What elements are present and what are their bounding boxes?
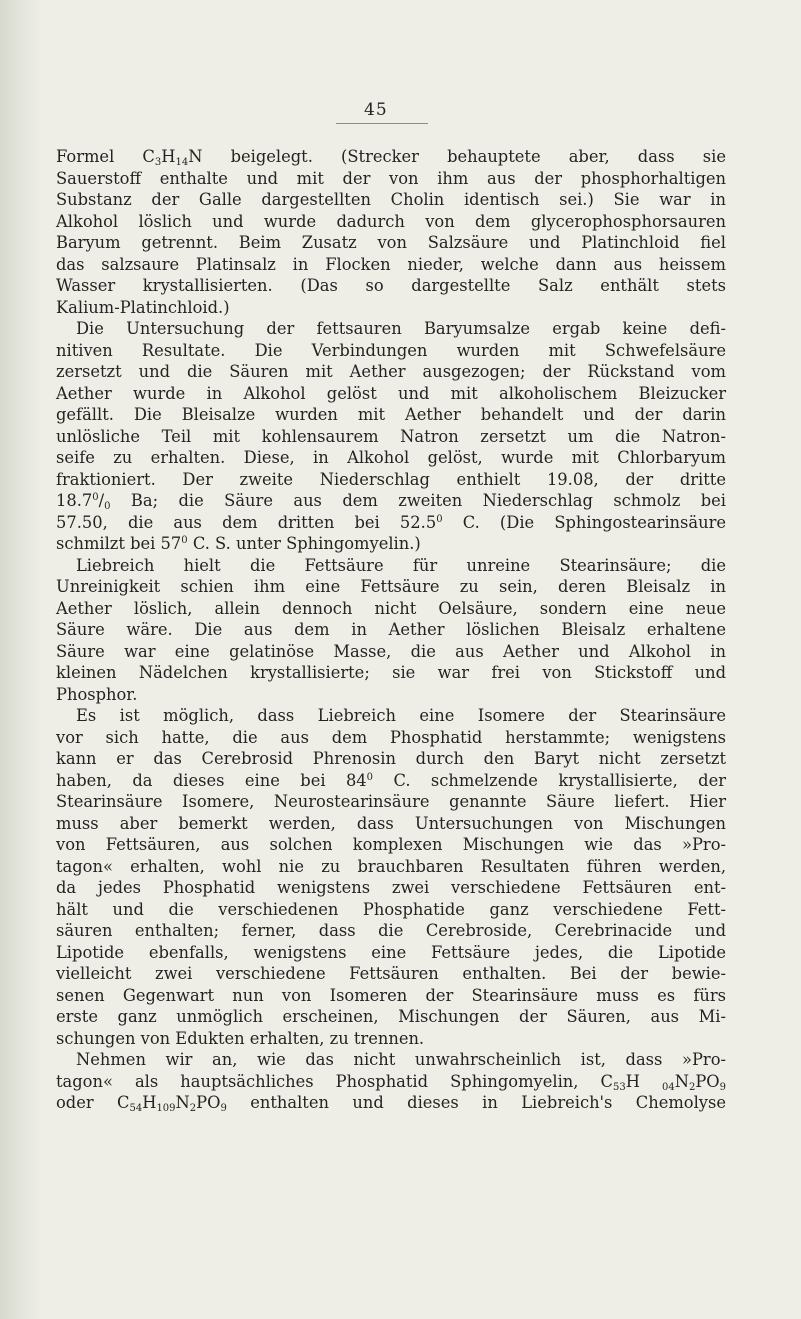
body-text (56, 146, 726, 1114)
text-line: tagon« erhalten, wohl nie zu brauchbaren Resultaten führen werden, (56, 856, 726, 876)
text-line: Wasser krystallisierten. (Das so dargestellte Salz enthält stets (56, 276, 726, 295)
text-line: senen Gegenwart nun von Isomeren der Stearinsäure muss es fürs (56, 985, 726, 1005)
text-line: vor sich hatte, die aus dem Phosphatid herstammte; wenigstens (56, 727, 726, 747)
text-line: da jedes Phosphatid wenigstens zwei verschiedene Fettsäuren ent- (56, 878, 726, 897)
text-line: Es ist möglich, dass Liebreich eine Isomere der Stearinsäure (76, 706, 726, 725)
text-line: muss aber bemerkt werden, dass Untersuchungen von Mischungen (56, 813, 726, 833)
text-line: Kalium-Platinchloid.) (56, 297, 230, 317)
text-line: Sauerstoff enthalte und mit der von ihm aus der phosphorhaltigen (56, 168, 726, 188)
text-line: Säure war eine gelatinöse Masse, die aus Aether und Alkohol in (56, 641, 726, 661)
text-line: unlösliche Teil mit kohlensaurem Natron zersetzt um die Natron- (56, 426, 726, 446)
text-line: Stearinsäure Isomere, Neurostearinsäure genannte Säure liefert. Hier (56, 792, 726, 811)
text-line: Baryum getrennt. Beim Zusatz von Salzsäure und Platinchloid fiel (56, 233, 726, 252)
text-line: Phosphor. (56, 684, 138, 704)
text-line: schungen von Edukten erhalten, zu trennen. (56, 1028, 425, 1048)
text-line: Aether wurde in Alkohol gelöst und mit alkoholischem Bleizucker (56, 383, 726, 403)
text-line: kann er das Cerebrosid Phrenosin durch den Baryt nicht zersetzt (56, 749, 726, 768)
text-line: fraktioniert. Der zweite Niederschlag enthielt 19.08, der dritte (56, 469, 726, 489)
page-number: 45 (364, 100, 388, 120)
text-line: nitiven Resultate. Die Verbindungen wurden mit Schwefelsäure (56, 340, 726, 360)
text-line: von Fettsäuren, aus solchen komplexen Mischungen wie das »Pro- (56, 835, 726, 854)
text-line: zersetzt und die Säuren mit Aether ausgezogen; der Rückstand vom (56, 362, 726, 381)
text-line: das salzsaure Platinsalz in Flocken nieder, welche dann aus heissem (56, 254, 726, 274)
text-line: Lipotide ebenfalls, wenigstens eine Fettsäure jedes, die Lipotide (56, 942, 726, 962)
text-line: haben, da dieses eine bei $84^0$ C. schmelzende krystallisierte, der (56, 770, 726, 790)
text-line: Substanz der Galle dargestellten Cholin identisch sei.) Sie war in (56, 190, 726, 209)
text-line: Unreinigkeit schien ihm eine Fettsäure zu sein, deren Bleisalz in (56, 577, 726, 596)
text-line: erste ganz unmöglich erscheinen, Mischungen der Säuren, aus Mi- (56, 1007, 726, 1026)
text-line: kleinen Nädelchen krystallisierte; sie war frei von Stickstoff und (56, 663, 726, 682)
page-edge-shadow (0, 0, 42, 1319)
text-line: Formel $C_3H_{14}N$ beigelegt. (Strecker behauptete aber, dass sie (56, 147, 726, 168)
text-line: Nehmen wir an, wie das nicht unwahrscheinlich ist, dass »Pro- (76, 1050, 726, 1069)
text-line: gefällt. Die Bleisalze wurden mit Aether behandelt und der darin (56, 405, 726, 424)
text-line: Liebreich hielt die Fettsäure für unreine Stearinsäure; die (76, 555, 726, 575)
text-line: tagon« als hauptsächliches Phosphatid Sphingomyelin, $C_{53}H$ $_{04}N_2PO_9$ (56, 1071, 727, 1093)
text-line: vielleicht zwei verschiedene Fettsäuren enthalten. Bei der bewie- (56, 964, 726, 983)
text-line: oder $C_{54}H_{109}N_2PO_9$ enthalten und dieses in Liebreich's Chemolyse (56, 1093, 726, 1114)
text-line: $18.7^0/_0$ Ba; die Säure aus dem zweiten Niederschlag schmolz bei (56, 491, 726, 512)
page-number-rule (336, 123, 428, 124)
text-line: Aether löslich, allein dennoch nicht Oelsäure, sondern eine neue (56, 598, 726, 618)
text-line: Alkohol löslich und wurde dadurch von dem glycerophosphorsauren (56, 211, 726, 231)
text-line: säuren enthalten; ferner, dass die Cerebroside, Cerebrinacide und (56, 921, 726, 940)
text-line: 57.50, die aus dem dritten bei 52.5$^0$ C. (Die Sphingostearinsäure (56, 512, 726, 532)
text-line: seife zu erhalten. Diese, in Alkohol gelöst, wurde mit Chlorbaryum (56, 448, 726, 467)
text-line: hält und die verschiedenen Phosphatide ganz verschiedene Fett- (56, 899, 726, 919)
text-line: Säure wäre. Die aus dem in Aether löslichen Bleisalz erhaltene (56, 620, 726, 639)
text-line: schmilzt bei $57^0$ C. S. unter Sphingomyelin.) (56, 534, 421, 553)
text-line: Die Untersuchung der fettsauren Baryumsalze ergab keine defi- (76, 319, 726, 338)
